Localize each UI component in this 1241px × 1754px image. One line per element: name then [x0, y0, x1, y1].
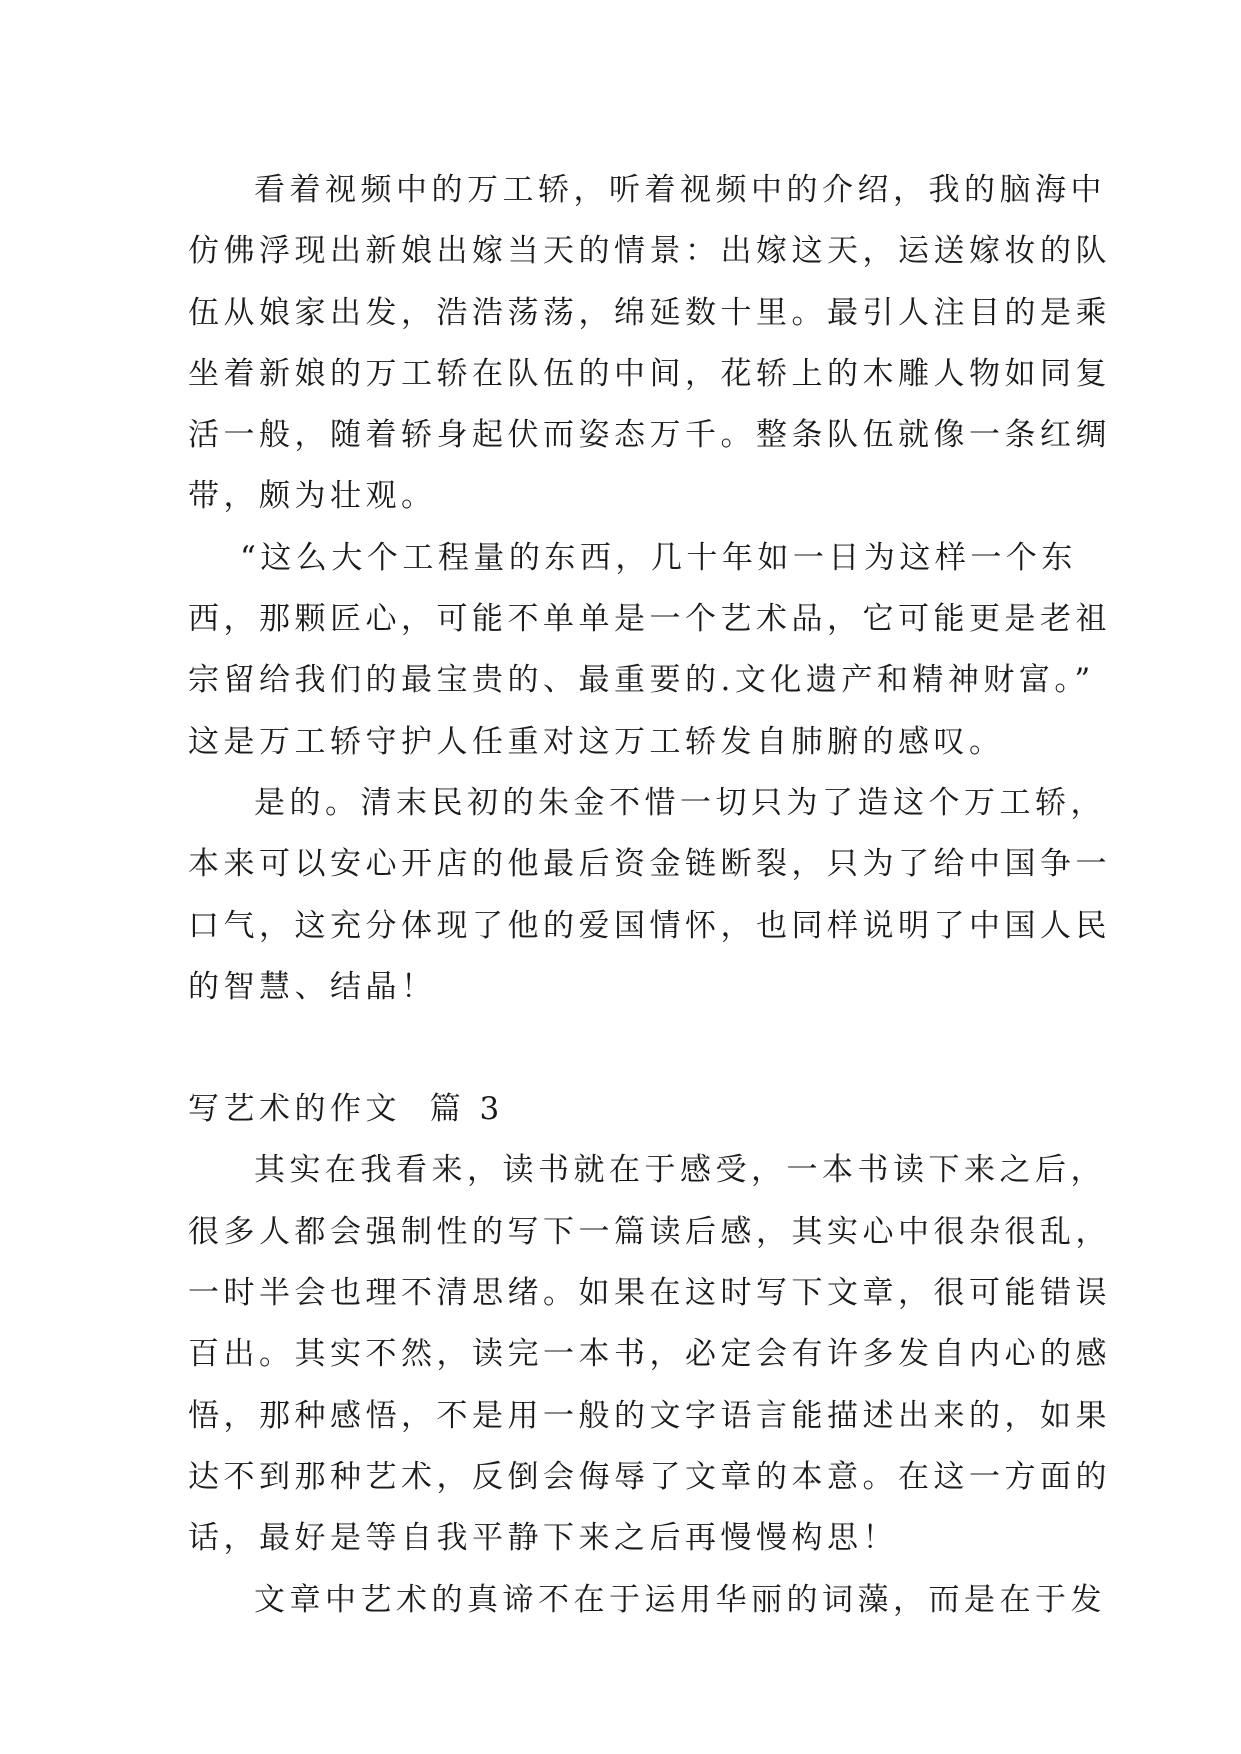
- text-line: 百出。其实不然，读完一本书，必定会有许多发自内心的感: [188, 1336, 1111, 1373]
- text-line: 话，最好是等自我平静下来之后再慢慢构思！: [188, 1520, 898, 1557]
- text-line: 看着视频中的万工轿，听着视频中的介绍，我的脑海中: [254, 172, 1106, 208]
- text-line: 本来可以安心开店的他最后资金链断裂，只为了给中国争一: [188, 846, 1111, 883]
- text-line: 带，颇为壮观。: [188, 478, 437, 515]
- text-line: 文章中艺术的真谛不在于运用华丽的词藻，而是在于发: [254, 1581, 1106, 1618]
- text-line: 西，那颗匠心，可能不单单是一个艺术品，它可能更是老祖: [188, 601, 1111, 638]
- text-line: 悟，那种感悟，不是用一般的文字语言能描述出来的，如果: [188, 1397, 1111, 1434]
- section-heading: 写艺术的作文 篇 3: [188, 1091, 504, 1128]
- text-line: 宗留给我们的最宝贵的、最重要的.文化遗产和精神财富。”: [188, 662, 1095, 699]
- text-line: 的智慧、结晶！: [188, 968, 437, 1005]
- text-line: 一时半会也理不清思绪。如果在这时写下文章，很可能错误: [188, 1275, 1111, 1312]
- document-body: [188, 160, 1111, 1631]
- text-line: 伍从娘家出发，浩浩荡荡，绵延数十里。最引人注目的是乘: [188, 294, 1111, 331]
- text-line: 很多人都会强制性的写下一篇读后感，其实心中很杂很乱，: [188, 1213, 1111, 1250]
- text-line: “这么大个工程量的东西，几十年如一日为这样一个东: [240, 539, 1077, 576]
- text-line: 其实在我看来，读书就在于感受，一本书读下来之后，: [254, 1152, 1106, 1189]
- text-line: 坐着新娘的万工轿在队伍的中间，花轿上的木雕人物如同复: [188, 355, 1111, 392]
- text-line: 是的。清末民初的朱金不惜一切只为了造这个万工轿，: [254, 784, 1106, 821]
- text-line: 活一般，随着轿身起伏而姿态万千。整条队伍就像一条红绸: [188, 417, 1111, 454]
- text-line: 仿佛浮现出新娘出嫁当天的情景：出嫁这天，运送嫁妆的队: [188, 233, 1111, 270]
- text-line: 口气，这充分体现了他的爱国情怀，也同样说明了中国人民: [188, 907, 1111, 944]
- text-line: 这是万工轿守护人任重对这万工轿发自肺腑的感叹。: [188, 723, 1005, 760]
- text-line: 达不到那种艺术，反倒会侮辱了文章的本意。在这一方面的: [188, 1458, 1111, 1495]
